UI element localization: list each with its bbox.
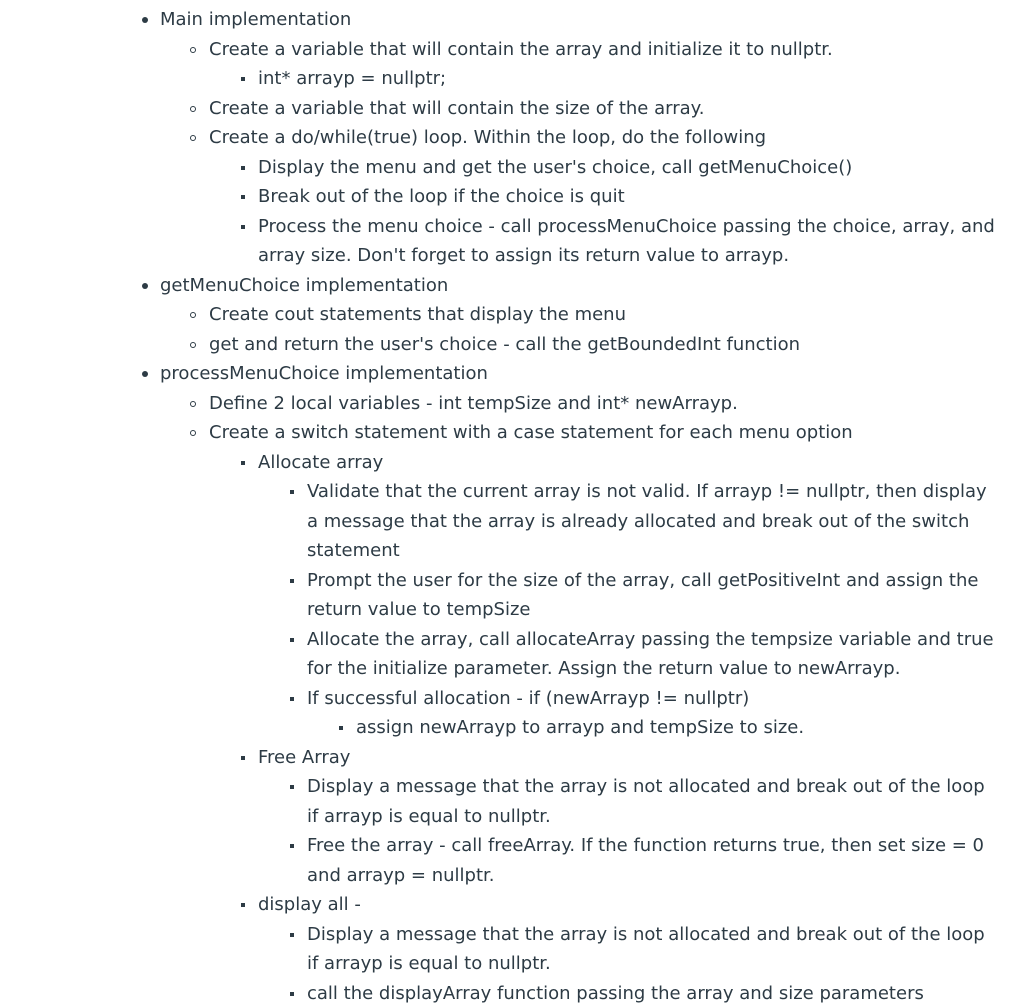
list-item (0, 477, 1010, 566)
list-item-text: Create a variable that will contain the array and initialize it to nullptr. (209, 35, 998, 65)
list-item (0, 359, 1010, 389)
list-item (0, 271, 1010, 301)
list-item (0, 979, 1010, 1008)
list-item (0, 772, 1010, 831)
instructions-list (0, 5, 1010, 1008)
list-item (0, 418, 1010, 448)
list-item (0, 300, 1010, 330)
list-item-text: int* arrayp = nullptr; (258, 64, 998, 94)
list-item-text: display all - (258, 890, 998, 920)
list-item-text: get and return the user's choice - call the getBoundedInt function (209, 330, 998, 360)
list-item (0, 389, 1010, 419)
list-item (0, 566, 1010, 625)
list-item (0, 5, 1010, 35)
list-item-text: Allocate the array, call allocateArray passing the tempsize variable and true for the initialize parameter. Assign the return value to newArrayp. (307, 625, 998, 684)
list-item-text: Prompt the user for the size of the array, call getPositiveInt and assign the return value to tempSize (307, 566, 998, 625)
list-item (0, 35, 1010, 65)
list-item (0, 448, 1010, 478)
list-item (0, 330, 1010, 360)
list-item-text: Free Array (258, 743, 998, 773)
list-item-text: Create a do/while(true) loop. Within the loop, do the following (209, 123, 998, 153)
list-item (0, 684, 1010, 714)
list-item-text: Break out of the loop if the choice is quit (258, 182, 998, 212)
list-item (0, 94, 1010, 124)
list-item-text: If successful allocation - if (newArrayp != nullptr) (307, 684, 998, 714)
list-item-text: Display a message that the array is not allocated and break out of the loop if arrayp is equal to nullptr. (307, 772, 998, 831)
list-item-text: Create a variable that will contain the size of the array. (209, 94, 998, 124)
list-item (0, 920, 1010, 979)
list-item (0, 123, 1010, 153)
list-item (0, 890, 1010, 920)
list-item (0, 212, 1010, 271)
list-item (0, 153, 1010, 183)
list-item-text: assign newArrayp to arrayp and tempSize to size. (356, 713, 998, 743)
list-item-text: Free the array - call freeArray. If the function returns true, then set size = 0 and arrayp = nullptr. (307, 831, 998, 890)
list-item-text: Create cout statements that display the menu (209, 300, 998, 330)
list-item-text: getMenuChoice implementation (160, 271, 998, 301)
list-item-text: Main implementation (160, 5, 998, 35)
list-item-text: Display the menu and get the user's choice, call getMenuChoice() (258, 153, 998, 183)
list-item (0, 743, 1010, 773)
list-item-text: call the displayArray function passing the array and size parameters (307, 979, 998, 1008)
list-item-text: Process the menu choice - call processMenuChoice passing the choice, array, and array size. Don't forget to assign its return value to arrayp. (258, 212, 998, 271)
list-item (0, 64, 1010, 94)
list-item-text: Display a message that the array is not allocated and break out of the loop if arrayp is equal to nullptr. (307, 920, 998, 979)
list-item-text: Create a switch statement with a case statement for each menu option (209, 418, 998, 448)
list-item (0, 713, 1010, 743)
list-item-text: processMenuChoice implementation (160, 359, 998, 389)
list-item-text: Define 2 local variables - int tempSize and int* newArrayp. (209, 389, 998, 419)
list-item (0, 625, 1010, 684)
list-item-text: Validate that the current array is not valid. If arrayp != nullptr, then display a message that the array is already allocated and break out of the switch statement (307, 477, 998, 566)
list-item (0, 831, 1010, 890)
list-item (0, 182, 1010, 212)
list-item-text: Allocate array (258, 448, 998, 478)
